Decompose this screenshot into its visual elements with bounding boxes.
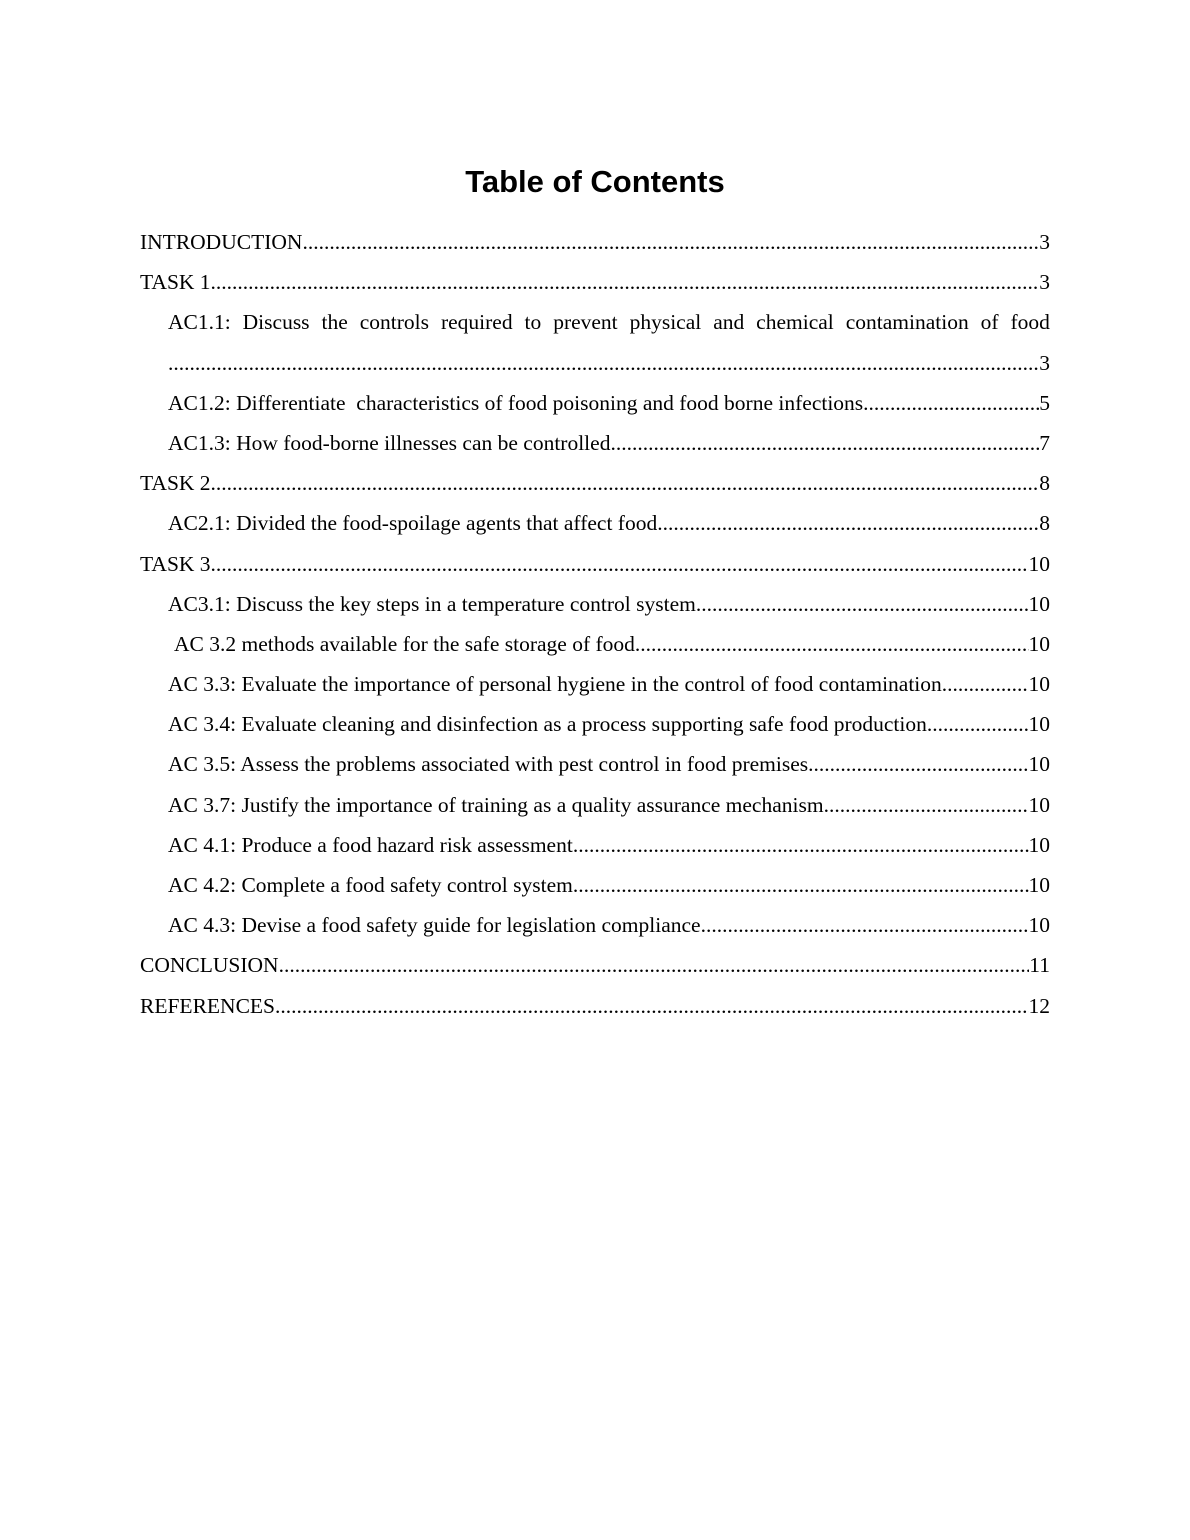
dot-leader [211,262,1040,302]
toc-list [140,222,1050,1026]
toc-entry-page: 10 [1028,752,1050,777]
dot-leader [942,664,1029,704]
dot-leader [275,986,1029,1026]
toc-entry-ac3-4[interactable] [140,704,1050,744]
toc-entry-ac4-1[interactable] [140,825,1050,865]
toc-entry-references[interactable] [140,986,1050,1026]
dot-leader [573,865,1029,905]
toc-title: Table of Contents [465,164,725,199]
toc-entry-task-3[interactable] [140,544,1050,584]
dot-leader [279,945,1030,985]
toc-entry-label: AC 4.3: Devise a food safety guide for legislation compliance [168,913,701,938]
dot-leader [168,343,1039,383]
toc-entry-page: 5 [1039,390,1050,415]
dot-leader [824,785,1029,825]
toc-entry-page: 3 [1039,350,1050,375]
toc-entry-page: 11 [1029,953,1050,978]
toc-entry-label: AC3.1: Discuss the key steps in a temperature control system [168,591,696,616]
dot-leader [863,383,1039,423]
toc-entry-ac1-2[interactable] [140,383,1050,423]
toc-entry-label: AC1.1: Discuss the controls required to prevent physical and chemical contamination of food [168,310,1050,335]
dot-leader [635,624,1029,664]
toc-entry-page: 10 [1028,913,1050,938]
toc-entry-page: 8 [1039,471,1050,496]
toc-entry-label: AC 3.2 methods available for the safe storage of food [174,631,635,656]
dot-leader [302,222,1039,262]
toc-entry-label: AC 3.3: Evaluate the importance of personal hygiene in the control of food contamination [168,672,942,697]
toc-entry-task-1[interactable] [140,262,1050,302]
toc-entry-ac1-3[interactable] [140,423,1050,463]
toc-entry-page: 3 [1039,230,1050,254]
toc-entry-page: 10 [1028,832,1050,857]
toc-entry-label: CONCLUSION [140,953,279,978]
toc-entry-page: 10 [1028,551,1050,576]
toc-entry-label: AC 3.4: Evaluate cleaning and disinfection as a process supporting safe food production [168,712,927,737]
toc-entry-label: AC 4.2: Complete a food safety control system [168,873,573,897]
dot-leader [657,503,1039,543]
toc-entry-page: 10 [1028,792,1050,817]
dot-leader [211,544,1029,584]
toc-entry-label: AC1.2: Differentiate characteristics of food poisoning and food borne infections [168,390,864,415]
toc-entry-page: 10 [1028,672,1050,697]
dot-leader [701,905,1029,945]
toc-entry-page: 8 [1039,511,1050,536]
toc-entry-label: TASK 2 [140,471,211,496]
toc-entry-ac1-1[interactable] [140,302,1050,382]
toc-entry-page: 12 [1028,993,1050,1018]
toc-entry-conclusion[interactable] [140,945,1050,985]
toc-entry-label: INTRODUCTION [140,230,303,254]
dot-leader [573,825,1029,865]
toc-entry-page: 3 [1039,270,1050,295]
toc-entry-label: AC1.3: How food-borne illnesses can be controlled [168,430,611,455]
toc-entry-ac2-1[interactable] [140,503,1050,543]
dot-leader [211,463,1040,503]
toc-entry-label: AC 3.7: Justify the importance of training as a quality assurance mechanism [168,792,824,817]
toc-entry-ac3-7[interactable] [140,785,1050,825]
toc-entry-page: 10 [1028,712,1050,737]
toc-entry-label: AC 3.5: Assess the problems associated with pest control in food premises [168,752,809,777]
toc-entry-page: 10 [1028,873,1050,897]
toc-entry-ac4-3[interactable] [140,905,1050,945]
toc-entry-label: REFERENCES [140,993,275,1018]
toc-entry-ac3-1[interactable] [140,584,1050,624]
toc-entry-label: TASK 1 [140,270,211,295]
dot-leader [808,744,1028,784]
toc-entry-task-2[interactable] [140,463,1050,503]
toc-entry-ac3-3[interactable] [140,664,1050,704]
toc-entry-ac3-5[interactable] [140,744,1050,784]
dot-leader [610,423,1039,463]
toc-entry-page: 10 [1028,631,1050,656]
dot-leader [927,704,1029,744]
toc-entry-ac4-2[interactable] [140,865,1050,905]
toc-entry-introduction[interactable] [140,222,1050,262]
toc-entry-label: AC2.1: Divided the food-spoilage agents that affect food [168,511,658,536]
toc-entry-label: TASK 3 [140,551,211,576]
toc-entry-ac3-2[interactable] [140,624,1050,664]
toc-entry-page: 7 [1039,430,1050,455]
toc-entry-label: AC 4.1: Produce a food hazard risk assessment [168,832,573,857]
toc-entry-page: 10 [1028,591,1050,616]
dot-leader [696,584,1029,624]
